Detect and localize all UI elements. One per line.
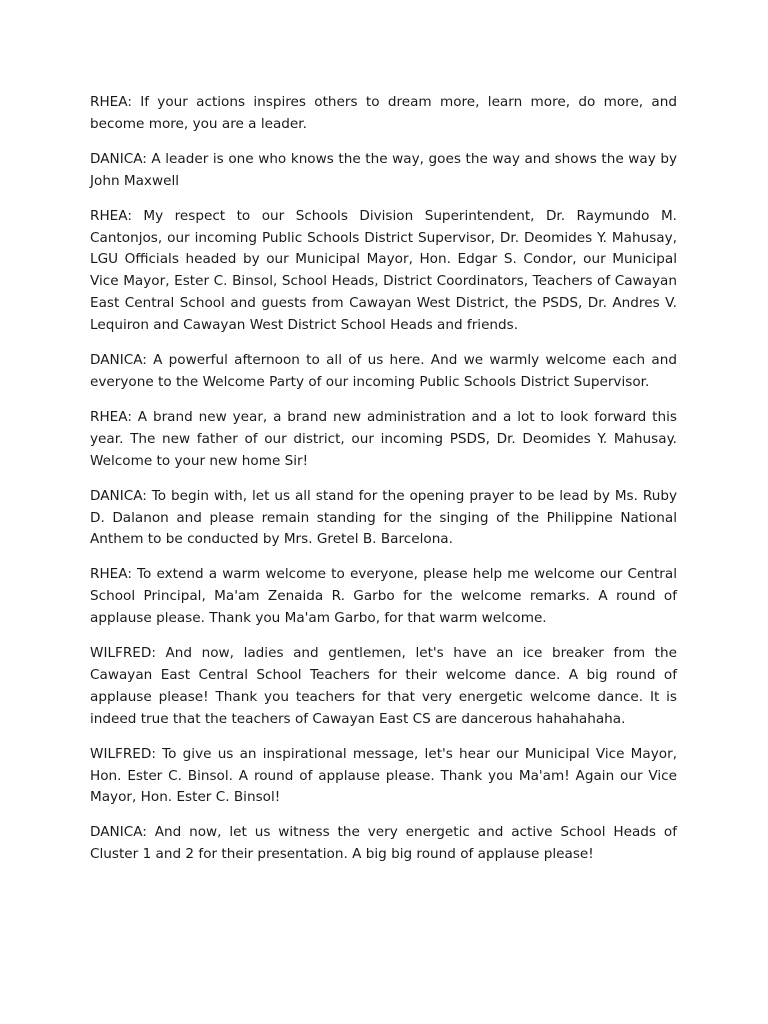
paragraph-rhea-intro: RHEA: If your actions inspires others to dream more, learn more, do more, and become more, you are a leader. — [90, 94, 677, 132]
document-page — [90, 92, 677, 879]
paragraph-wilfred-message: WILFRED: To give us an inspirational message, let's hear our Municipal Vice Mayor, Hon. Ester C. Binsol. A round of applause please. Thank you Ma'am! Again our Vice Mayor, Hon. Ester C. Binsol! — [90, 745, 677, 806]
paragraph-rhea-new-year: RHEA: A brand new year, a brand new administration and a lot to look forward this year. The new father of our district, our incoming PSDS, Dr. Deomides Y. Mahusay. Welcome to your new home Sir! — [90, 408, 677, 469]
paragraph-danica-welcome: DANICA: A powerful afternoon to all of us here. And we warmly welcome each and everyone to the Welcome Party of our incoming Public Schools District Supervisor. — [90, 352, 677, 390]
paragraph-danica-leader: DANICA: A leader is one who knows the the way, goes the way and shows the way by John Maxwell — [90, 150, 677, 189]
paragraph-danica-prayer: DANICA: To begin with, let us all stand for the opening prayer to be lead by Ms. Ruby D. Dalanon and please remain standing for the singing of the Philippine National Anthem to be conducted by Mrs. Gretel B. Barcelona. — [90, 487, 677, 548]
paragraph-rhea-remarks: RHEA: To extend a warm welcome to everyone, please help me welcome our Central School Principal, Ma'am Zenaida R. Garbo for the welcome remarks. A round of applause please. Thank you Ma'am Garbo, for that warm welcome. — [90, 566, 677, 627]
paragraph-rhea-respect: RHEA: My respect to our Schools Division Superintendent, Dr. Raymundo M. Cantonjos, our incoming Public Schools District Supervisor, Dr. Deomides Y. Mahusay, LGU Officials headed by our Municipal Mayor, Hon. Edgar S. Condor, our Municipal Vice Mayor, Ester C. Binsol, School Heads, District Coordinators, Teachers of Cawayan East Central School and guests from Cawayan West District, the PSDS, Dr. Andres V. Lequiron and Cawayan West District School Heads and friends. — [90, 207, 677, 334]
paragraph-danica-presentation: DANICA: And now, let us witness the very energetic and active School Heads of Cluster 1 and 2 for their presentation. A big big round of applause please! — [90, 824, 677, 863]
paragraph-wilfred-dance: WILFRED: And now, ladies and gentlemen, let's have an ice breaker from the Cawayan East Central School Teachers for their welcome dance. A big round of applause please! Thank you teachers for that very energetic welcome dance. It is indeed true that the teachers of Cawayan East CS are dancerous hahahahaha. — [90, 645, 677, 727]
